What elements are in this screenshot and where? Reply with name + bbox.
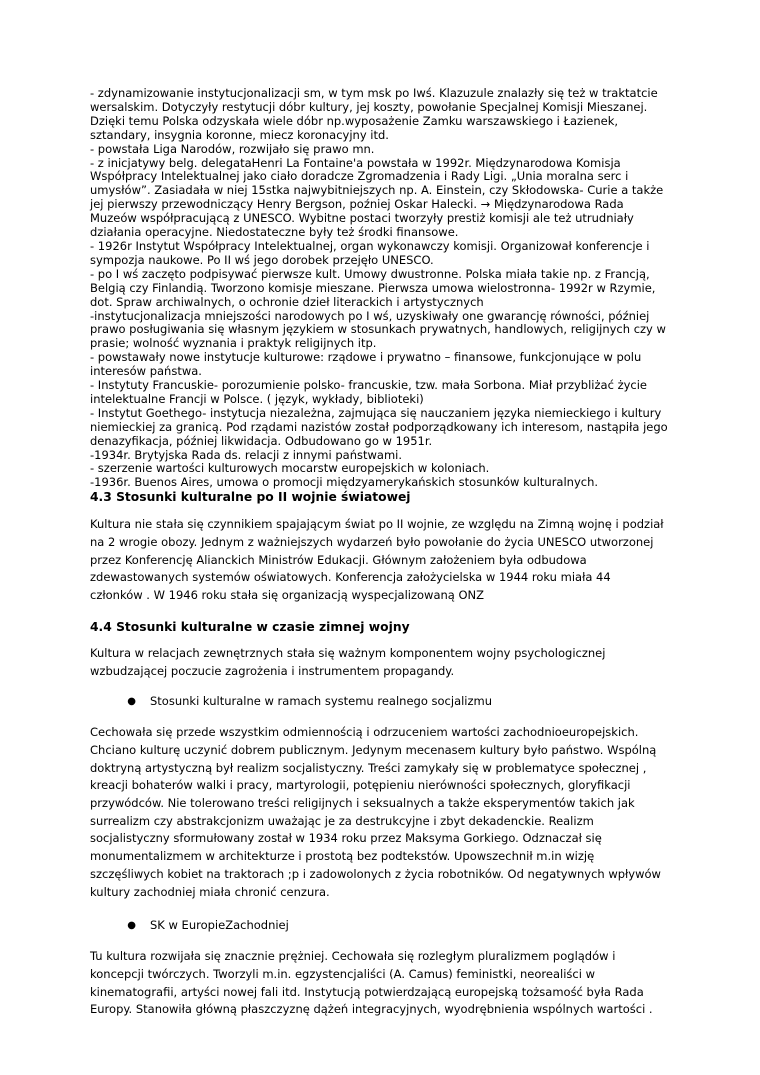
bullet-label: Stosunki kulturalne w ramach systemu realnego socjalizmu bbox=[150, 694, 493, 709]
text-line: -1934r. Brytyjska Rada ds. relacji z innymi państwami. bbox=[90, 447, 402, 462]
text-line: dot. Spraw archiwalnych, o ochronie dzieł literackich i artystycznych bbox=[90, 294, 484, 309]
text-line: działania operacyjne. Niedostateczne były też środki finansowe. bbox=[90, 225, 459, 240]
text-line: - powstała Liga Narodów, rozwijało się prawo mn. bbox=[90, 141, 375, 156]
text-line: niemieckiej za granicą. Pod rządami nazistów został podporządkowany ich interesom, nastąpiła jego bbox=[90, 419, 668, 434]
text-line: sztandary, insygnia koronne, miecz koronacyjny itd. bbox=[90, 127, 389, 142]
section-heading-4-3: 4.3 Stosunki kulturalne po II wojnie światowej bbox=[90, 490, 411, 505]
text-line: monumentalizmem w architekturze i prostotą bez podtekstów. Upowszechnił m.in wizję bbox=[90, 849, 595, 864]
text-line: -1936r. Buenos Aires, umowa o promocji międzyamerykańskich stosunków kulturalnych. bbox=[90, 475, 599, 490]
text-line: - 1926r Instytut Współpracy Intelektualnej, organ wykonawczy komisji. Organizował konferencje i bbox=[90, 238, 650, 253]
text-line: przywódców. Nie tolerowano treści religijnych i seksualnych a także eksperymentów takich jak bbox=[90, 796, 635, 811]
text-line: - Instytuty Francuskie- porozumienie polsko- francuskie, tzw. mała Sorbona. Miał przybliżać życie bbox=[90, 378, 647, 393]
text-line: - z inicjatywy belg. delegataHenri La Fontaine'a powstała w 1992r. Międzynarodowa Komisja bbox=[90, 155, 621, 170]
text-line: Chciano kulturę uczynić dobrem publicznym. Jedynym mecenasem kultury było państwo. Wspólną bbox=[90, 742, 657, 757]
text-line: umysłów”. Zasiadała w niej 15stka najwybitniejszych np. A. Einstein, czy Skłodowska- Curie a także bbox=[90, 183, 664, 198]
bullet-label: SK w EuropieZachodniej bbox=[150, 918, 289, 933]
text-line: - zdynamizowanie instytucjonalizacji sm, w tym msk po Iwś. Klazuzule znalazły się też w traktatcie bbox=[90, 86, 658, 100]
text-line: szczęśliwych kobiet na traktorach ;p i zadowolonych z życia robotników. Od negatywnych wpływów bbox=[90, 866, 661, 881]
socjalizm-paragraph bbox=[90, 724, 668, 901]
text-line: kreacji bohaterów walki i pracy, martyrologii, potępieniu nierówności społecznych, gloryfikacji bbox=[90, 778, 631, 793]
text-line: Belgią czy Finlandią. Tworzono komisje mieszane. Pierwsza umowa wielostronna- 1992r w Rzymie, bbox=[90, 280, 656, 295]
text-line: - po I wś zaczęto podpisywać pierwsze kult. Umowy dwustronne. Polska miała takie np. z Francją, bbox=[90, 266, 650, 281]
section-4-3-paragraph bbox=[90, 516, 668, 605]
bullet-item-europa-zachodnia bbox=[90, 917, 668, 934]
section-4-4-paragraph bbox=[90, 645, 668, 680]
bullet-dot-icon: ● bbox=[127, 920, 136, 932]
text-line: - powstawały nowe instytucje kulturowe: rządowe i prywatno – finansowe, funkcjonujące w polu bbox=[90, 350, 642, 365]
text-line: kinematografii, artyści nowej fali itd. Instytucją potwierdzającą europejską tożsamość była Rada bbox=[90, 984, 644, 999]
text-line: członków . W 1946 roku stała się organizacją wyspecjalizowaną ONZ bbox=[90, 588, 485, 603]
europa-zachodnia-paragraph bbox=[90, 948, 668, 1019]
text-line: wersalskim. Dotyczyły restytucji dóbr kultury, jej koszty, powołanie Specjalnej Komisji Mieszanej. bbox=[90, 99, 648, 114]
text-line: -instytucjonalizacja mniejszości narodowych po I wś, uzyskiwały one gwarancję równości, później bbox=[90, 308, 650, 323]
text-line: Kultura nie stała się czynnikiem spajającym świat po II wojnie, ze względu na Zimną wojnę i podział bbox=[90, 517, 664, 532]
text-line: socjalistyczny sformułowany został w 1934 roku przez Maksyma Gorkiego. Odznaczał się bbox=[90, 831, 602, 846]
text-line: Europy. Stanowiła główną płaszczyznę dążeń integracyjnych, wyodrębnienia wspólnych wartości . bbox=[90, 1002, 653, 1017]
text-line: prawo posługiwania się własnym językiem w stosunkach prywatnych, handlowych, religijnych czy w bbox=[90, 322, 666, 337]
text-line: koncepcji twórczych. Tworzyli m.in. egzystencjaliści (A. Camus) feministki, neorealiści w bbox=[90, 966, 595, 981]
text-line: Dzięki temu Polska odzyskała wiele dóbr np.wyposażenie Zamku warszawskiego i Łazienek, bbox=[90, 113, 619, 128]
text-line: przez Konferencję Alianckich Ministrów Edukacji. Głównym założeniem była odbudowa bbox=[90, 552, 587, 567]
text-line: doktryną artystyczną był realizm socjalistyczny. Treści zamykały się w problematyce społecznej , bbox=[90, 760, 647, 775]
text-line: wzbudzającej poczucie zagrożenia i instrumentem propagandy. bbox=[90, 663, 455, 678]
bullet-item-socjalizm bbox=[90, 693, 668, 710]
section-heading-4-4: 4.4 Stosunki kulturalne w czasie zimnej wojny bbox=[90, 619, 410, 634]
text-line: na 2 wrogie obozy. Jednym z ważniejszych wydarzeń było powołanie do życia UNESCO utworzonej bbox=[90, 534, 654, 549]
text-line: zdewastowanych systemów oświatowych. Konferencja założycielska w 1944 roku miała 44 bbox=[90, 570, 611, 585]
text-line: sympozja naukowe. Po II wś jego dorobek przejęło UNESCO. bbox=[90, 252, 434, 267]
text-line: Tu kultura rozwijała się znacznie prężniej. Cechowała się rozległym pluralizmem poglądów i bbox=[90, 949, 616, 964]
text-line: denazyfikacja, później likwidacja. Odbudowano go w 1951r. bbox=[90, 433, 433, 448]
text-line: Cechowała się przede wszystkim odmiennością i odrzuceniem wartości zachodnioeuropejskich. bbox=[90, 725, 639, 740]
text-line: - szerzenie wartości kulturowych mocarstw europejskich w koloniach. bbox=[90, 461, 490, 476]
intro-section bbox=[90, 87, 668, 490]
text-line: Kultura w relacjach zewnętrznych stała się ważnym komponentem wojny psychologicznej bbox=[90, 645, 606, 660]
text-line: interesów państwa. bbox=[90, 364, 202, 379]
bullet-dot-icon: ● bbox=[127, 696, 136, 708]
text-line: kultury zachodniej miała chronić cenzura. bbox=[90, 884, 330, 899]
text-line: - Instytut Goethego- instytucja niezależna, zajmująca się nauczaniem języka niemieckiego i kultury bbox=[90, 405, 662, 420]
text-line: jej pierwszy przewodniczący Henry Bergson, poźniej Oskar Halecki. → Międzynarodowa Rada bbox=[90, 197, 624, 212]
text-line: Współpracy Intelektualnej jako ciało doradcze Zgromadzenia i Rady Ligi. „Unia moralna serc i bbox=[90, 169, 629, 184]
text-line: surrealizm czy abstrakcjonizm uważając je za destrukcyjne i zbyt dekadenckie. Realizm bbox=[90, 813, 594, 828]
text-line: intelektualne Francji w Polsce. ( język, wykłady, biblioteki) bbox=[90, 391, 424, 406]
text-line: Muzeów współpracującą z UNESCO. Wybitne postaci tworzyły prestiż komisji ale też utrudniały bbox=[90, 211, 634, 226]
document-page bbox=[90, 87, 668, 1019]
text-line: prasie; wolność wyznania i praktyk religijnych itp. bbox=[90, 336, 377, 351]
